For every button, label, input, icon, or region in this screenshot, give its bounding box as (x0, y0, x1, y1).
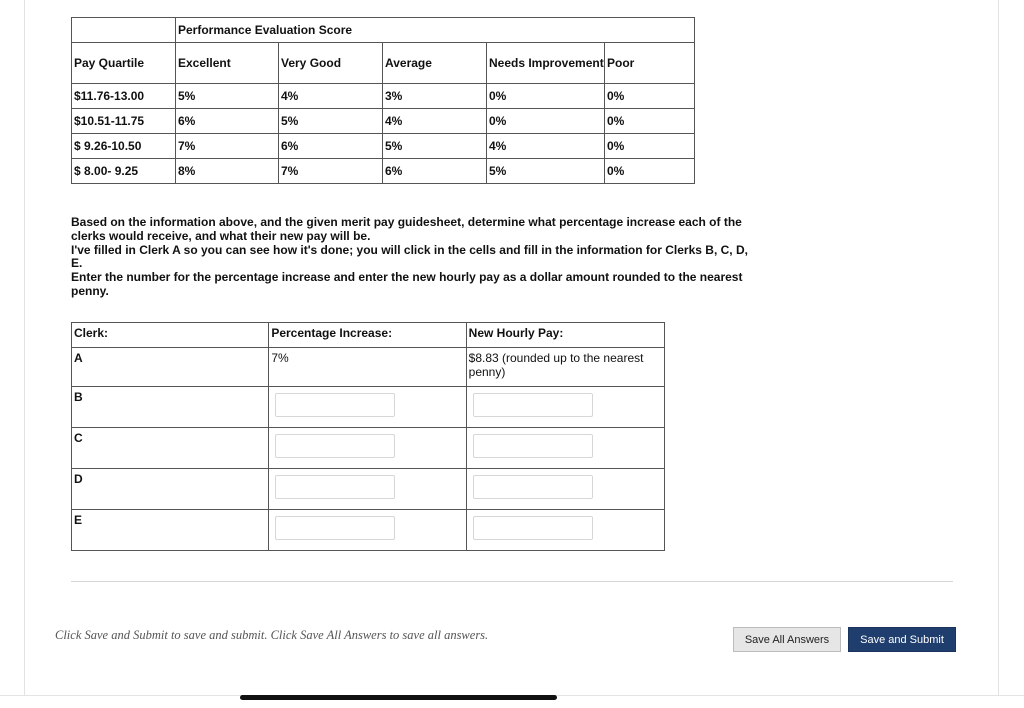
merit-value-cell: 4% (487, 134, 605, 159)
instruction-line-1: Based on the information above, and the given merit pay guidesheet, determine what percentage increase each of the clerks would receive, and what their new pay will be. (71, 215, 742, 243)
merit-value-cell: 4% (383, 109, 487, 134)
merit-value-cell: 0% (605, 109, 695, 134)
percentage-cell (269, 469, 466, 510)
save-and-submit-button[interactable]: Save and Submit (848, 627, 956, 652)
percentage-input-b[interactable] (275, 393, 395, 417)
merit-row (72, 109, 695, 134)
merit-value-cell: 0% (605, 84, 695, 109)
instruction-line-2: I've filled in Clerk A so you can see how it's done; you will click in the cells and fill in the information for Clerks B, C, D, E. (71, 242, 748, 271)
merit-value-cell: 6% (383, 159, 487, 184)
home-indicator-bar (240, 695, 557, 700)
new-pay-input-d[interactable] (473, 475, 593, 499)
quartile-cell: $ 9.26-10.50 (72, 134, 176, 159)
example-new-pay: $8.83 (rounded up to the nearest penny) (466, 348, 664, 387)
clerk-label: B (72, 387, 269, 428)
merit-corner-cell (72, 18, 176, 43)
percentage-cell (269, 428, 466, 469)
score-header-average: Average (383, 43, 487, 84)
clerk-row-d (72, 469, 665, 510)
page-frame-right (998, 0, 999, 696)
quartile-cell: $ 8.00- 9.25 (72, 159, 176, 184)
merit-value-cell: 5% (487, 159, 605, 184)
merit-row (72, 84, 695, 109)
percentage-cell (269, 387, 466, 428)
score-header-very-good: Very Good (279, 43, 383, 84)
merit-value-cell: 5% (176, 84, 279, 109)
merit-row (72, 159, 695, 184)
clerk-label: A (72, 348, 269, 387)
new-hourly-pay-header: New Hourly Pay: (466, 323, 664, 348)
instruction-line-3: Enter the number for the percentage increase and enter the new hourly pay as a dollar amount rounded to the nearest penny. (71, 270, 743, 298)
clerk-answer-table (71, 322, 665, 551)
percentage-input-c[interactable] (275, 434, 395, 458)
merit-value-cell: 0% (605, 159, 695, 184)
pay-cell (466, 428, 664, 469)
score-header-excellent: Excellent (176, 43, 279, 84)
score-header-needs-improvement: Needs Improvement (487, 43, 605, 84)
merit-value-cell: 3% (383, 84, 487, 109)
pay-cell (466, 387, 664, 428)
instructions (71, 216, 761, 299)
page-frame-left (24, 0, 25, 696)
percentage-input-e[interactable] (275, 516, 395, 540)
merit-value-cell: 0% (487, 109, 605, 134)
merit-value-cell: 0% (487, 84, 605, 109)
section-divider (71, 581, 953, 582)
clerk-row-c (72, 428, 665, 469)
pay-cell (466, 510, 664, 551)
pay-quartile-header: Pay Quartile (72, 43, 176, 84)
clerk-row-a (72, 348, 665, 387)
merit-value-cell: 6% (176, 109, 279, 134)
percentage-increase-header: Percentage Increase: (269, 323, 466, 348)
clerk-label: C (72, 428, 269, 469)
pay-cell (466, 469, 664, 510)
quartile-cell: $10.51-11.75 (72, 109, 176, 134)
percentage-input-d[interactable] (275, 475, 395, 499)
clerk-row-b (72, 387, 665, 428)
merit-value-cell: 5% (279, 109, 383, 134)
save-all-answers-button[interactable]: Save All Answers (733, 627, 841, 652)
merit-value-cell: 7% (176, 134, 279, 159)
merit-pay-guidesheet (71, 17, 695, 184)
new-pay-input-b[interactable] (473, 393, 593, 417)
clerk-row-e (72, 510, 665, 551)
score-header-poor: Poor (605, 43, 695, 84)
merit-value-cell: 4% (279, 84, 383, 109)
new-pay-input-e[interactable] (473, 516, 593, 540)
quartile-cell: $11.76-13.00 (72, 84, 176, 109)
clerk-label: E (72, 510, 269, 551)
example-percentage: 7% (269, 348, 466, 387)
performance-score-header: Performance Evaluation Score (176, 18, 695, 43)
save-instructions-note: Click Save and Submit to save and submit. Click Save All Answers to save all answers. (55, 628, 489, 642)
merit-value-cell: 6% (279, 134, 383, 159)
clerk-header: Clerk: (72, 323, 269, 348)
merit-value-cell: 7% (279, 159, 383, 184)
merit-row (72, 134, 695, 159)
new-pay-input-c[interactable] (473, 434, 593, 458)
percentage-cell (269, 510, 466, 551)
merit-value-cell: 8% (176, 159, 279, 184)
merit-value-cell: 5% (383, 134, 487, 159)
merit-value-cell: 0% (605, 134, 695, 159)
clerk-label: D (72, 469, 269, 510)
